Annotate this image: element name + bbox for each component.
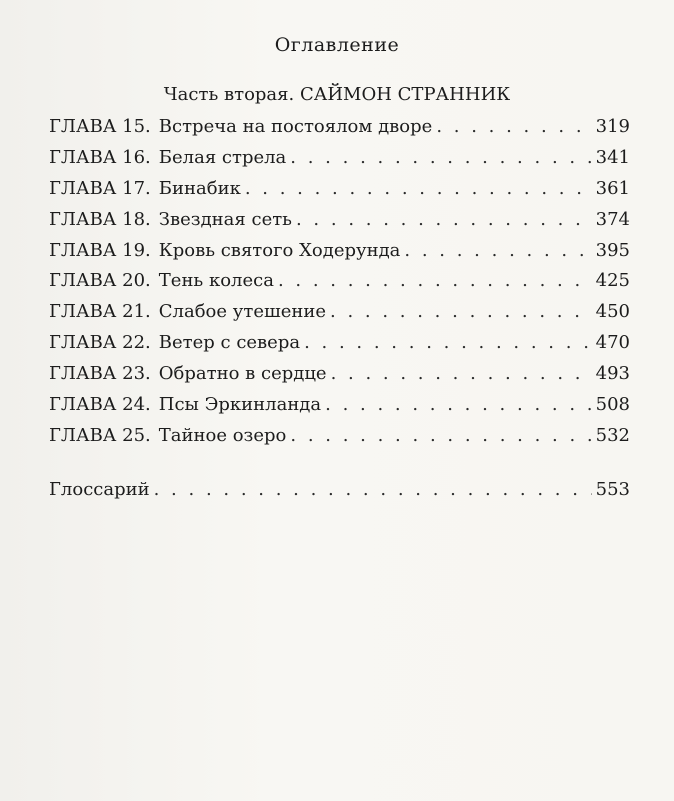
toc-entry-label (49, 425, 286, 446)
chapter-title: Обратно в сердце (158, 363, 327, 385)
chapter-page: 374 (595, 208, 630, 230)
toc-entry (49, 116, 630, 147)
chapter-page: 450 (595, 301, 630, 323)
glossary-entry (49, 479, 630, 510)
leader-dots (245, 178, 592, 199)
part-title: Часть вторая. САЙМОН СТРАННИК (163, 84, 511, 105)
toc-entry (49, 363, 630, 394)
chapter-page: 493 (595, 363, 630, 385)
toc-entry-label (49, 178, 241, 199)
chapter-page: 470 (595, 332, 630, 354)
chapter-number: ГЛАВА 19. (49, 239, 151, 261)
toc-entry-label (49, 332, 300, 353)
chapter-title: Псы Эркинланда (158, 394, 322, 416)
chapter-page: 508 (595, 394, 630, 416)
leader-dots (304, 332, 592, 353)
leader-dots (330, 301, 592, 322)
chapter-title: Белая стрела (158, 146, 287, 168)
chapter-page: 395 (595, 239, 630, 261)
chapter-number: ГЛАВА 15. (49, 116, 151, 137)
leader-dots (154, 479, 592, 500)
chapter-number: ГЛАВА 21. (49, 301, 151, 323)
leader-dots (325, 394, 592, 415)
chapter-title: Слабое утешение (158, 301, 327, 323)
leader-dots (290, 425, 591, 446)
leader-dots (278, 270, 592, 291)
chapter-number: ГЛАВА 20. (49, 270, 151, 292)
toc-entry (49, 209, 630, 240)
glossary-page: 553 (595, 479, 630, 500)
glossary-title: Глоссарий (49, 479, 150, 500)
chapter-page: 319 (595, 116, 630, 137)
toc-entry (49, 301, 630, 332)
chapter-title: Встреча на постоялом дворе (158, 116, 433, 137)
toc-entry (49, 147, 630, 178)
chapter-page: 532 (595, 424, 630, 446)
leader-dots (436, 116, 591, 137)
toc-entry-label (49, 147, 286, 168)
chapter-number: ГЛАВА 16. (49, 146, 151, 168)
toc-entry (49, 178, 630, 209)
leader-dots (296, 209, 592, 230)
toc-entry (49, 425, 630, 456)
toc-entry (49, 240, 630, 271)
leader-dots (290, 147, 591, 168)
chapter-number: ГЛАВА 24. (49, 394, 151, 416)
chapter-title: Ветер с севера (158, 332, 301, 354)
chapter-title: Тень колеса (158, 270, 274, 292)
chapter-page: 361 (595, 177, 630, 199)
chapter-number: ГЛАВА 23. (49, 363, 151, 385)
toc-entry (49, 332, 630, 363)
toc-entry-label (49, 209, 292, 230)
toc-entry-label (49, 116, 432, 137)
toc-entry-label (49, 394, 321, 415)
toc-entry-label (49, 301, 326, 322)
chapter-number: ГЛАВА 17. (49, 177, 151, 199)
chapter-page: 341 (595, 146, 630, 168)
table-of-contents (49, 116, 630, 456)
chapter-number: ГЛАВА 22. (49, 332, 151, 354)
page-heading: Оглавление (274, 34, 400, 56)
toc-entry-label (49, 240, 400, 261)
toc-entry-label (49, 363, 327, 384)
chapter-title: Тайное озеро (158, 424, 287, 446)
chapter-page: 425 (595, 270, 630, 292)
chapter-number: ГЛАВА 18. (49, 208, 151, 230)
toc-entry-label (49, 270, 274, 291)
chapter-title: Кровь святого Ходерунда (158, 239, 401, 261)
chapter-number: ГЛАВА 25. (49, 424, 151, 446)
leader-dots (331, 363, 592, 384)
toc-entry (49, 394, 630, 425)
leader-dots (404, 240, 591, 261)
chapter-title: Звездная сеть (158, 208, 292, 230)
chapter-title: Бинабик (158, 177, 241, 199)
toc-entry (49, 270, 630, 301)
